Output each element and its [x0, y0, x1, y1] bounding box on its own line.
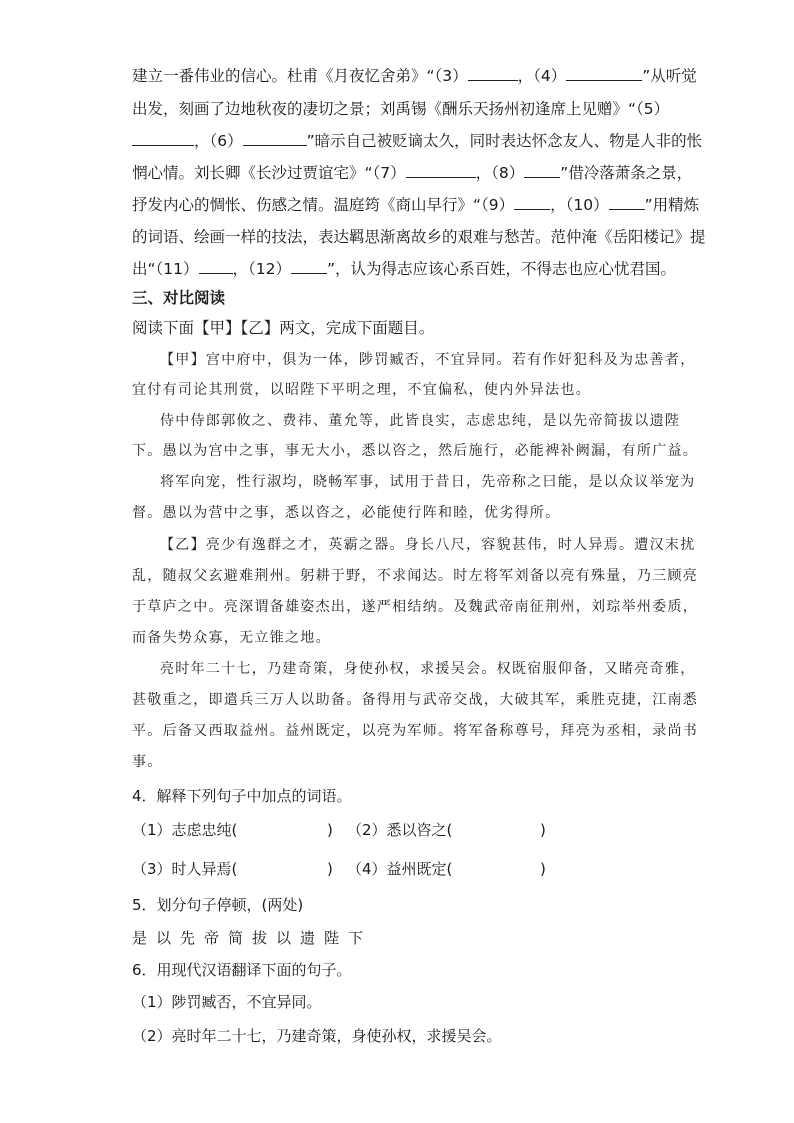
poetry-line-3: [132, 129, 702, 153]
passage-yi-line: 而备失势众寡，无立锥之地。: [132, 630, 331, 646]
answer-blank-6[interactable]: [243, 130, 307, 147]
answer-blank-11[interactable]: [199, 258, 233, 275]
poetry-text: ”借冷落萧条之景，: [560, 164, 693, 182]
answer-field-4-4[interactable]: [450, 857, 538, 879]
passage-yi-line: 【乙】亮少有逸群之才，英霸之器。身长八尺，容貌甚伟，时人异焉。遭汉末扰: [160, 537, 696, 553]
question-6-stem: 6．用现代汉语翻译下面的句子。: [132, 961, 352, 979]
answer-blank-10[interactable]: [609, 194, 645, 211]
question-4-item-1: （1）志虑忠纯(: [132, 821, 238, 839]
answer-blank-7[interactable]: [406, 162, 476, 179]
question-5-sentence: 是以先帝简拔以遗陛下: [132, 929, 373, 947]
answer-field-4-3[interactable]: [236, 857, 326, 879]
close-paren: ): [327, 821, 333, 839]
close-paren: ): [327, 860, 333, 878]
passage-jia-line: 将军向宠，性行淑均，晓畅军事，试用于昔日，先帝称之曰能，是以众议举宠为: [160, 474, 696, 490]
passage-yi-line: 事。: [132, 754, 163, 770]
poetry-text: ，（12）: [232, 260, 291, 278]
poetry-text: ”从听觉: [642, 67, 697, 85]
passage-jia-line: 侍中侍郎郭攸之、费祎、董允等，此皆良实，志虑忠纯，是以先帝简拔以遗陛: [160, 413, 681, 429]
poetry-line-7: [132, 257, 676, 281]
section-instruction: 阅读下面【甲】【乙】两文，完成下面题目。: [132, 319, 435, 337]
poetry-text: 建立一番伟业的信心。杜甫《月夜忆舍弟》“（3）: [132, 67, 468, 85]
passage-jia-line: 督。愚以为营中之事，悉以咨之，必能使行阵和睦，优劣得所。: [132, 505, 561, 521]
poetry-text: 抒发内心的惆怅、伤感之情。温庭筠《商山早行》“（9）: [132, 196, 515, 214]
section-title: 三、对比阅读: [132, 289, 226, 307]
answer-blank-12[interactable]: [291, 258, 327, 275]
poetry-line-4: [132, 161, 692, 185]
passage-yi-line: 平。后备又西取益州。益州既定，以亮为军师。将军备称尊号，拜亮为丞相，录尚书: [132, 723, 699, 739]
passage-jia-line: 下。愚以为宫中之事，事无大小，悉以咨之，然后施行，必能裨补阙漏，有所广益。: [132, 443, 699, 459]
answer-blank-5[interactable]: [132, 130, 194, 147]
poetry-text: ，（8）: [475, 164, 525, 182]
passage-yi-line: 于草庐之中。亮深谓备雄姿杰出，遂严相结纳。及魏武帝南征荆州，刘琮举州委质，: [132, 599, 699, 615]
answer-field-4-1[interactable]: [236, 818, 326, 840]
answer-blank-9[interactable]: [514, 194, 550, 211]
passage-jia-line: 宜付有司论其刑赏，以昭陛下平明之理，不宜偏私，使内外异法也。: [132, 382, 591, 398]
answer-blank-8[interactable]: [524, 162, 560, 179]
poetry-text: ，（6）: [194, 132, 243, 150]
poetry-text: ，（10）: [550, 196, 609, 214]
answer-field-4-2[interactable]: [450, 818, 538, 840]
passage-jia-line: 【甲】宫中府中，俱为一体，陟罚臧否，不宜异同。若有作奸犯科及为忠善者，: [160, 352, 696, 368]
answer-blank-4[interactable]: [566, 65, 642, 82]
poetry-text: 惘心情。刘长卿《长沙过贾谊宅》“（7）: [132, 164, 406, 182]
poetry-text: ，（4）: [517, 67, 567, 85]
poetry-text: ”，认为得志应该心系百姓，不得志也应心忧君国。: [327, 260, 677, 278]
answer-blank-3[interactable]: [468, 65, 518, 82]
close-paren: ): [540, 821, 546, 839]
question-4-stem: 4．解释下列句子中加点的词语。: [132, 787, 352, 805]
question-4-item-4: （4）益州既定(: [347, 860, 453, 878]
poetry-line-6: 的词语、绘画一样的技法，表达羁思渐离故乡的艰难与愁苦。范仲淹《岳阳楼记》提: [132, 228, 706, 246]
poetry-text: ”暗示自己被贬谪太久，同时表达怀念友人、物是人非的怅: [306, 132, 703, 150]
question-4-item-3: （3）时人异焉(: [132, 860, 238, 878]
question-6-sentence-1: （1）陟罚臧否，不宜异同。: [132, 993, 322, 1011]
poetry-text: 出“（11）: [132, 260, 199, 278]
close-paren: ): [540, 860, 546, 878]
poetry-text: ”用精炼: [644, 196, 700, 214]
poetry-line-1: [132, 64, 697, 88]
question-6-sentence-2: （2）亮时年二十七，乃建奇策，身使孙权，求援吴会。: [132, 1027, 502, 1045]
passage-yi-line: 甚敬重之，即遣兵三万人以助备。备得用与武帝交战，大破其军，乘胜克捷，江南悉: [132, 692, 699, 708]
poetry-line-2: 出发，刻画了边地秋夜的凄切之景；刘禹锡《酬乐天扬州初逢席上见赠》“（5）: [132, 100, 670, 118]
passage-yi-line: 乱，随叔父玄避难荆州。躬耕于野，不求闻达。时左将军刘备以亮有殊量，乃三顾亮: [132, 568, 699, 584]
question-5-stem: 5．划分句子停顿，(两处): [132, 896, 304, 914]
passage-yi-line: 亮时年二十七，乃建奇策，身使孙权，求援吴会。权既宿服仰备，又睹亮奇雅，: [160, 661, 696, 677]
question-4-item-2: （2）悉以咨之(: [347, 821, 453, 839]
poetry-line-5: [132, 193, 699, 217]
